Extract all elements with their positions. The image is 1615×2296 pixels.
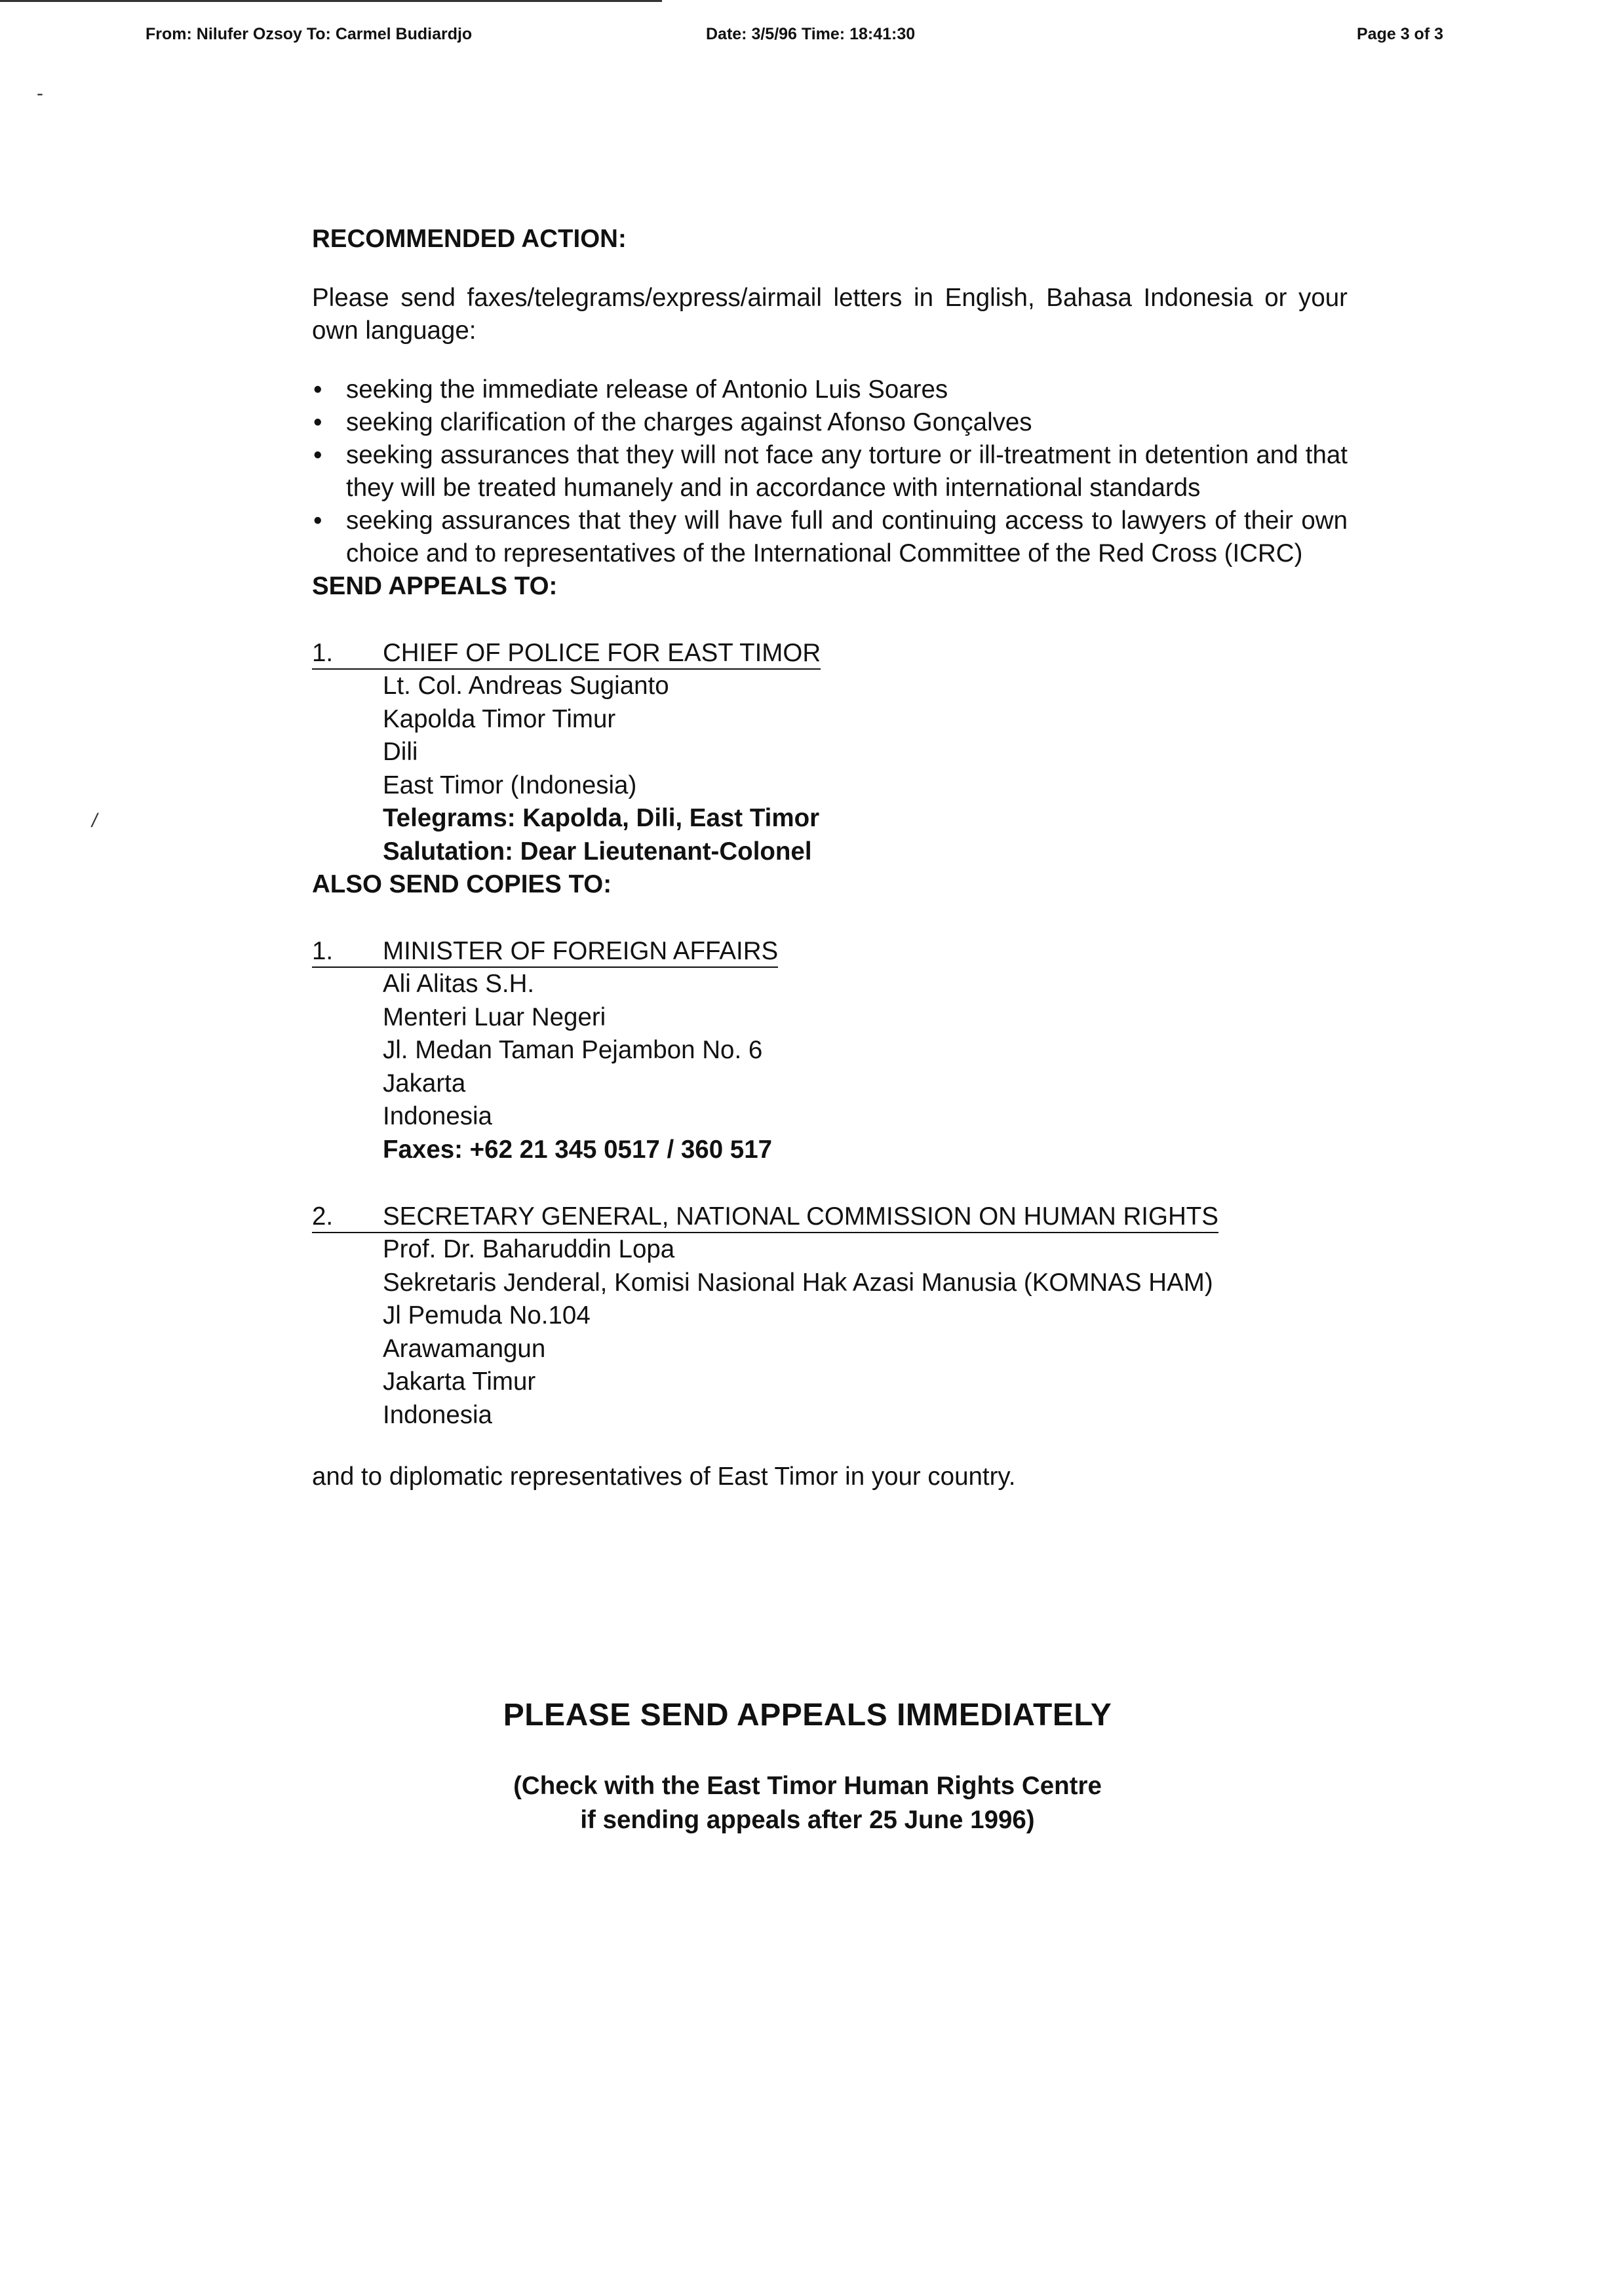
list-item: • seeking assurances that they will not face any torture or ill-treatment in detention and that they will be treated humanely and in accordance with international standards bbox=[312, 439, 1348, 505]
recipient-title: 1. CHIEF OF POLICE FOR EAST TIMOR bbox=[312, 638, 821, 670]
scan-mark: - bbox=[37, 83, 43, 104]
recipient-address: Lt. Col. Andreas Sugianto Kapolda Timor Timur Dili East Timor (Indonesia) Telegrams: Kapolda, Dili, East Timor Salutation: Dear Lieutenant-Colonel bbox=[312, 670, 1348, 868]
scan-mark: / bbox=[92, 810, 98, 832]
recipient-title: 1. MINISTER OF FOREIGN AFFAIRS bbox=[312, 936, 778, 968]
fax-from-to: From: Nilufer Ozsoy To: Carmel Budiardjo bbox=[146, 25, 473, 43]
recipient-address: Ali Alitas S.H. Menteri Luar Negeri Jl. Medan Taman Pejambon No. 6 Jakarta Indonesia Faxes: +62 21 345 0517 / 360 517 bbox=[312, 968, 1348, 1166]
telegrams-line: Telegrams: Kapolda, Dili, East Timor bbox=[383, 804, 820, 832]
recipient-address: Prof. Dr. Baharuddin Lopa Sekretaris Jenderal, Komisi Nasional Hak Azasi Manusia (KOMNAS HAM) Jl Pemuda No.104 Arawamangun Jakarta Timur Indonesia bbox=[383, 1235, 1213, 1429]
recipient-title: 2. SECRETARY GENERAL, NATIONAL COMMISSION ON HUMAN RIGHTS bbox=[312, 1202, 1218, 1233]
copy-recipient-2 bbox=[312, 1200, 1348, 1432]
list-item: • seeking the immediate release of Antonio Luis Soares bbox=[312, 373, 1348, 406]
urgent-banner: PLEASE SEND APPEALS IMMEDIATELY bbox=[503, 1698, 1112, 1732]
faxes-line: Faxes: +62 21 345 0517 / 360 517 bbox=[383, 1135, 773, 1164]
recommended-action-heading: RECOMMENDED ACTION: bbox=[312, 225, 627, 253]
recommended-action-intro: Please send faxes/telegrams/express/airmail letters in English, Bahasa Indonesia or your own language: bbox=[312, 284, 1348, 345]
fax-date-time: Date: 3/5/96 Time: 18:41:30 bbox=[706, 25, 916, 43]
copies-heading: ALSO SEND COPIES TO: bbox=[312, 870, 612, 898]
document-body bbox=[312, 223, 1348, 1493]
list-item: • seeking assurances that they will have full and continuing access to lawyers of their own choice and to representatives of the International Committee of the Red Cross (ICRC) bbox=[312, 505, 1348, 570]
fax-page-number: Page 3 of 3 bbox=[1357, 25, 1443, 43]
appeal-points-list bbox=[312, 373, 1348, 570]
send-appeals-heading: SEND APPEALS TO: bbox=[312, 572, 558, 600]
bullet-icon: • bbox=[313, 375, 322, 404]
bullet-icon: • bbox=[313, 507, 322, 535]
check-note: (Check with the East Timor Human Rights Centre if sending appeals after 25 June 1996) bbox=[513, 1772, 1102, 1834]
bullet-icon: • bbox=[313, 408, 322, 436]
closing-line: and to diplomatic representatives of East Timor in your country. bbox=[312, 1463, 1016, 1491]
appeal-recipient-1 bbox=[312, 637, 1348, 868]
salutation-line: Salutation: Dear Lieutenant-Colonel bbox=[383, 837, 812, 866]
fax-top-rule bbox=[0, 0, 662, 2]
copy-recipient-1 bbox=[312, 935, 1348, 1166]
list-item: • seeking clarification of the charges against Afonso Gonçalves bbox=[312, 406, 1348, 439]
fax-header bbox=[0, 25, 1615, 51]
bullet-icon: • bbox=[313, 441, 322, 469]
